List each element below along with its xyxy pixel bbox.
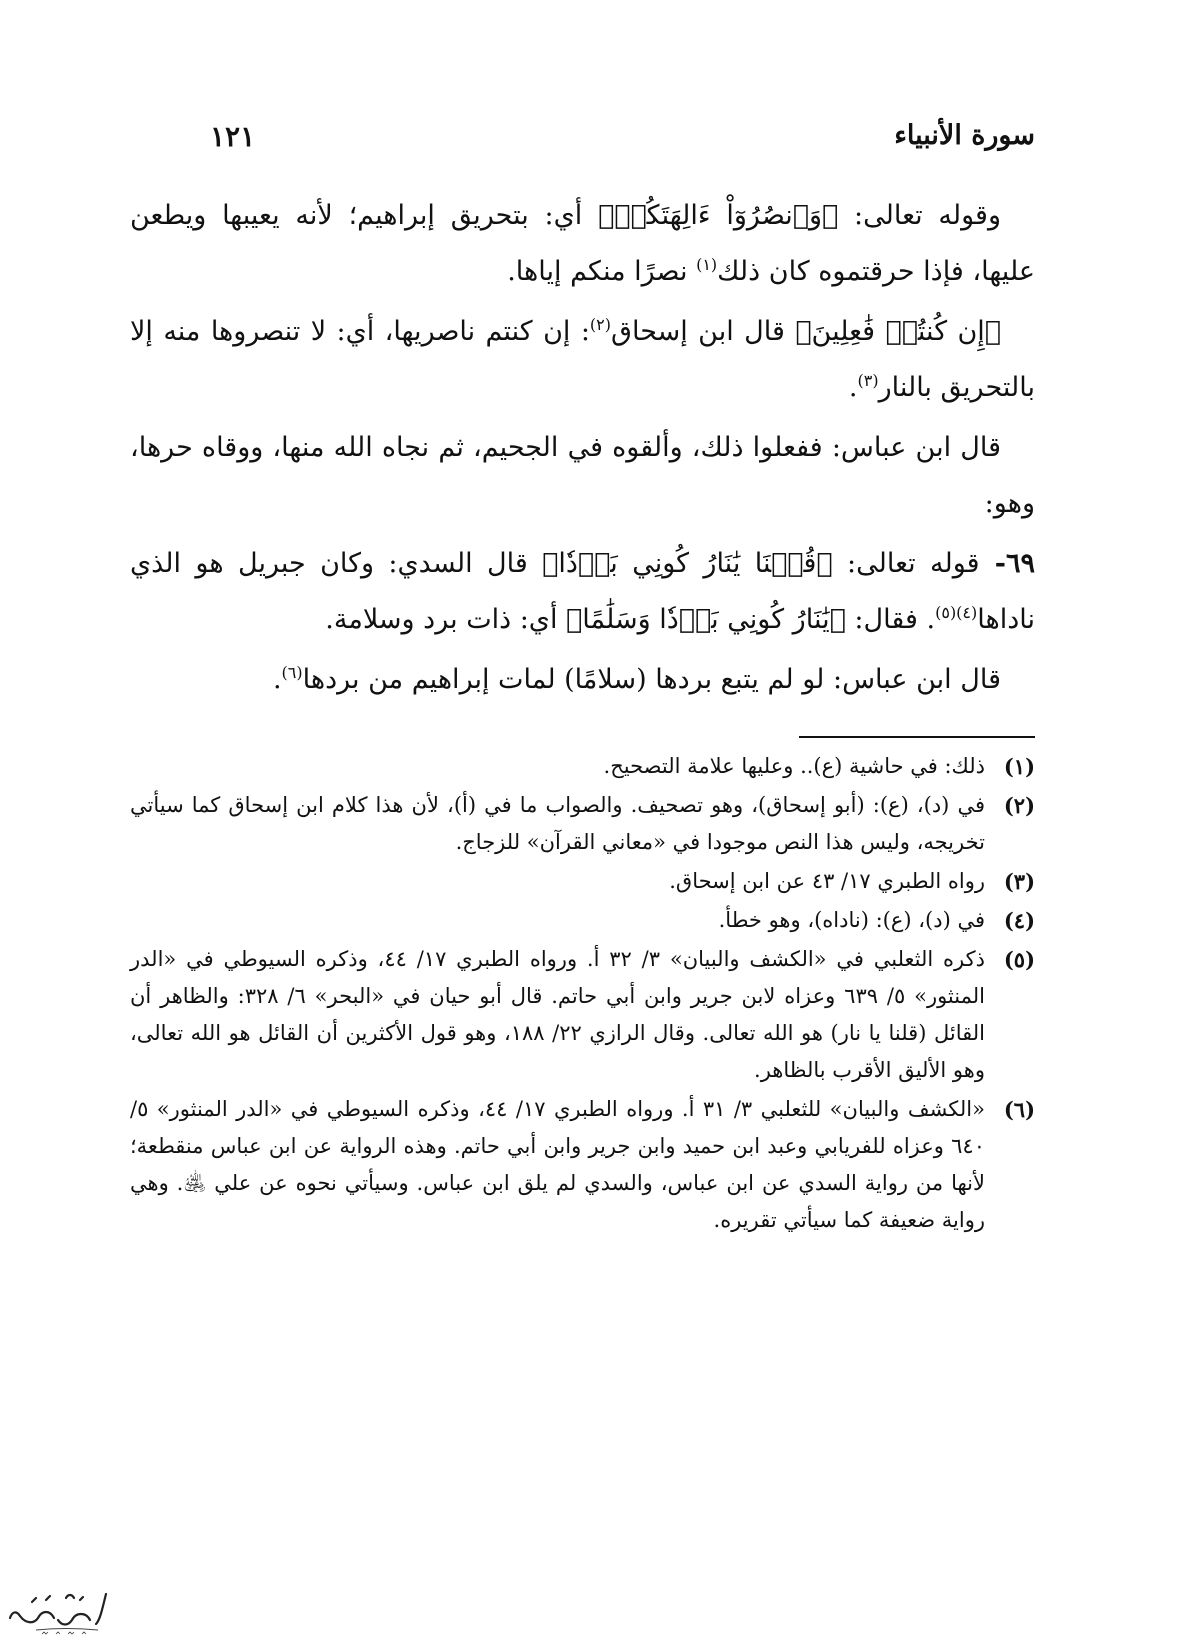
footnote-number: (٤) bbox=[1003, 908, 1035, 933]
text-segment: قال ابن إسحاق bbox=[611, 316, 796, 347]
footnote-text: ذلك: في حاشية (ع).. وعليها علامة التصحيح. bbox=[603, 754, 985, 778]
footnote-text: «الكشف والبيان» للثعلبي ٣/ ٣١ أ. ورواه الطبري ١٧/ ٤٤، وذكره السيوطي في «الدر المنثور» ٥/ ٦٤٠ وعزاه للفريابي وعبد ابن حميد وابن جرير وابن أبي حاتم. وهذه الرواية عن ابن عباس منقطعة؛ لأنها من رواية السدي عن ابن عباس، والسدي لم يلق ابن عباس. وسيأتي نحوه عن علي ﵁. وهي رواية ضعيفة كما سيأتي تقريره. bbox=[130, 1097, 985, 1232]
text-segment: أي: ذات برد وسلامة. bbox=[325, 604, 567, 635]
verse-number: ٦٩- bbox=[979, 548, 1035, 579]
text-segment: قال ابن عباس: ففعلوا ذلك، وألقوه في الجحيم، ثم نجاه الله منها، ووقاه حرها، وهو: bbox=[130, 432, 1035, 519]
page-header bbox=[130, 120, 1035, 160]
paragraph-4 bbox=[130, 536, 1035, 648]
footnote-ref[interactable]: (٣) bbox=[857, 371, 879, 390]
footnote-text: ذكره الثعلبي في «الكشف والبيان» ٣/ ٣٢ أ. ورواه الطبري ١٧/ ٤٤، وذكره السيوطي في «الدر المنثور» ٥/ ٦٣٩ وعزاه لابن جرير وابن أبي حاتم. قال أبو حيان في «البحر» ٦/ ٣٢٨: والظاهر أن القائل (قلنا يا نار) هو الله تعالى. وقال الرازي ٢٢/ ١٨٨، وهو قول الأكثرين أن القائل هو الله تعالى، وهو الأليق الأقرب بالظاهر. bbox=[130, 947, 985, 1082]
text-segment: قال السدي: وكان جبريل هو الذي ناداها bbox=[130, 548, 1035, 635]
page-number: ١٢١ bbox=[210, 120, 256, 153]
footnote-text: رواه الطبري ١٧/ ٤٣ عن ابن إسحاق. bbox=[669, 869, 985, 893]
text-segment: : إن كنتم ناصريها، أي: لا تنصروها منه إلا بالتحريق بالنار bbox=[130, 316, 1035, 403]
footnote-3 bbox=[130, 863, 1035, 900]
text-segment: . فقال: bbox=[845, 604, 936, 635]
surah-title: سورة الأنبياء bbox=[894, 120, 1035, 151]
text-segment: أي: بتحريق إبراهيم؛ لأنه يعيبها ويطعن عليها، فإذا حرقتموه كان ذلك bbox=[130, 200, 1035, 287]
paragraph-3 bbox=[130, 420, 1035, 532]
main-text bbox=[130, 188, 1035, 712]
footnote-text: في (د)، (ع): (ناداه)، وهو خطأ. bbox=[718, 908, 985, 932]
footnote-text: في (د)، (ع): (أبو إسحاق)، وهو تصحيف. والصواب ما في (أ)، لأن هذا كلام ابن إسحاق كما سيأتي تخريجه، وليس هذا النص موجودا في «معاني القرآن» للزجاج. bbox=[130, 793, 985, 854]
calligraphy-watermark-logo bbox=[6, 1580, 116, 1638]
footnote-ref[interactable]: (٤)(٥) bbox=[935, 603, 978, 622]
paragraph-2 bbox=[130, 304, 1035, 416]
quran-verse: ﴿قُلۡنَا يَٰنَارُ كُونِي بَرۡدٗا﴾ bbox=[542, 548, 833, 579]
text-segment: نصرًا منكم إياها. bbox=[507, 256, 697, 287]
quran-verse: ﴿يَٰنَارُ كُونِي بَرۡدٗا وَسَلَٰمًا﴾ bbox=[566, 604, 846, 635]
footnote-number: (٥) bbox=[1003, 947, 1035, 972]
quran-verse: ﴿إِن كُنتُمۡ فَٰعِلِينَ﴾ bbox=[795, 316, 1002, 347]
footnote-number: (٦) bbox=[1003, 1097, 1035, 1122]
footnote-number: (٣) bbox=[1003, 869, 1035, 894]
footnote-ref[interactable]: (١) bbox=[696, 255, 718, 274]
quran-verse: ﴿وَٱنصُرُوٓاْ ءَالِهَتَكُمۡ﴾ bbox=[598, 200, 839, 231]
footnotes-section bbox=[130, 748, 1035, 1241]
footnote-2 bbox=[130, 787, 1035, 861]
footnote-1 bbox=[130, 748, 1035, 785]
footnote-ref[interactable]: (٦) bbox=[281, 663, 303, 682]
footnote-number: (٢) bbox=[1003, 793, 1035, 818]
text-segment: . bbox=[848, 372, 858, 403]
footnote-number: (١) bbox=[1003, 754, 1035, 779]
text-segment: قال ابن عباس: لو لم يتبع بردها (سلامًا) لمات إبراهيم من بردها bbox=[302, 664, 1001, 695]
book-page bbox=[130, 100, 1035, 1620]
footnote-ref[interactable]: (٢) bbox=[589, 315, 612, 334]
paragraph-1 bbox=[130, 188, 1035, 300]
text-segment: وقوله تعالى: bbox=[838, 200, 1002, 231]
footnote-5 bbox=[130, 941, 1035, 1089]
paragraph-5 bbox=[130, 652, 1035, 708]
footnote-6 bbox=[130, 1091, 1035, 1239]
text-segment: قوله تعالى: bbox=[832, 548, 980, 579]
footnote-divider bbox=[799, 736, 1035, 738]
text-segment: . bbox=[272, 664, 282, 695]
footnote-4 bbox=[130, 902, 1035, 939]
